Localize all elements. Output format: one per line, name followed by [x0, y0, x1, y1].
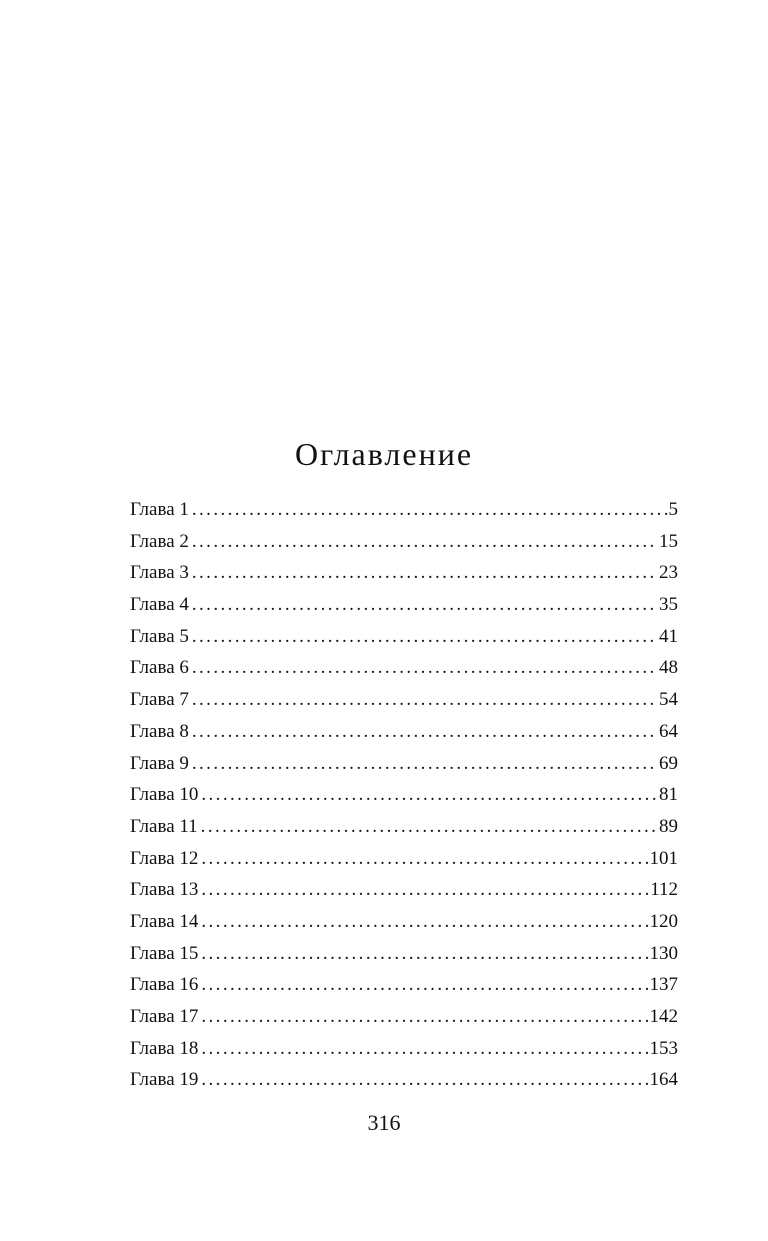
toc-entry-label: Глава 10: [130, 784, 199, 806]
toc-entry-label: Глава 11: [130, 815, 198, 837]
toc-entry[interactable]: [130, 684, 678, 716]
dot-leader: [192, 589, 658, 621]
toc-entry-page: 112: [650, 879, 678, 901]
toc-entry-page: 15: [659, 530, 678, 552]
toc-entry-page: 142: [649, 1006, 678, 1027]
toc-list: [130, 494, 678, 1096]
toc-entry-label: Глава 3: [130, 562, 189, 584]
toc-entry-label: Глава 15: [130, 942, 199, 964]
toc-title: Оглавление: [294, 436, 474, 472]
toc-entry-label: Глава 12: [130, 847, 199, 869]
toc-entry-page: 81: [659, 784, 678, 806]
dot-leader: [201, 874, 649, 906]
page-number: 316: [367, 1110, 401, 1135]
dot-leader: [201, 1033, 648, 1065]
toc-entry[interactable]: [130, 589, 678, 621]
dot-leader: [192, 684, 658, 716]
toc-entry[interactable]: [130, 557, 678, 589]
toc-entry-page: 130: [649, 942, 678, 964]
toc-entry-label: Глава 2: [130, 530, 189, 552]
toc-entry-label: Глава 6: [130, 657, 189, 679]
toc-entry[interactable]: [130, 811, 678, 843]
toc-entry[interactable]: [130, 621, 678, 653]
toc-entry-label: Глава 1: [130, 499, 189, 520]
toc-entry-label: Глава 4: [130, 594, 189, 616]
toc-entry-label: Глава 9: [130, 752, 189, 774]
toc-entry-label: Глава 16: [130, 974, 199, 996]
dot-leader: [192, 526, 658, 558]
toc-entry[interactable]: [130, 874, 678, 906]
toc-entry-label: Глава 8: [130, 720, 189, 742]
dot-leader: [201, 906, 648, 938]
toc-entry[interactable]: [130, 748, 678, 780]
dot-leader: [192, 621, 658, 653]
dot-leader: [201, 1001, 648, 1033]
toc-entry-page: 101: [649, 847, 678, 869]
dot-leader: [201, 938, 648, 970]
dot-leader: [201, 1064, 648, 1096]
toc-entry-label: Глава 18: [130, 1037, 199, 1059]
toc-entry-page: 5: [668, 499, 678, 520]
toc-entry[interactable]: [130, 1064, 678, 1096]
toc-entry-page: 48: [659, 657, 678, 679]
toc-entry-label: Глава 5: [130, 625, 189, 647]
toc-entry[interactable]: [130, 1033, 678, 1065]
dot-leader: [201, 779, 658, 811]
toc-entry[interactable]: [130, 969, 678, 1001]
toc-entry[interactable]: [130, 1001, 678, 1033]
dot-leader: [201, 811, 658, 843]
toc-entry-page: 137: [649, 974, 678, 996]
toc-entry-page: 120: [649, 910, 678, 932]
toc-entry[interactable]: [130, 843, 678, 875]
toc-entry[interactable]: [130, 779, 678, 811]
toc-entry-label: Глава 13: [130, 879, 199, 901]
toc-entry[interactable]: [130, 938, 678, 970]
toc-entry-label: Глава 14: [130, 910, 199, 932]
dot-leader: [192, 494, 668, 526]
dot-leader: [192, 716, 658, 748]
toc-entry-page: 41: [659, 625, 678, 647]
toc-entry-page: 54: [659, 689, 678, 711]
toc-entry-label: Глава 7: [130, 689, 189, 711]
toc-entry[interactable]: [130, 652, 678, 684]
toc-entry[interactable]: [130, 716, 678, 748]
toc-entry-page: 164: [649, 1069, 678, 1091]
dot-leader: [192, 557, 658, 589]
toc-entry-label: Глава 17: [130, 1006, 199, 1027]
toc-entry[interactable]: [130, 906, 678, 938]
toc-entry-page: 89: [659, 815, 678, 837]
dot-leader: [192, 652, 658, 684]
toc-entry-page: 153: [649, 1037, 678, 1059]
dot-leader: [192, 748, 658, 780]
toc-entry-label: Глава 19: [130, 1069, 199, 1091]
toc-entry[interactable]: [130, 494, 678, 526]
dot-leader: [201, 843, 648, 875]
toc-entry[interactable]: [130, 526, 678, 558]
dot-leader: [201, 969, 648, 1001]
toc-entry-page: 69: [659, 752, 678, 774]
toc-entry-page: 64: [659, 720, 678, 742]
toc-entry-page: 23: [659, 562, 678, 584]
toc-entry-page: 35: [659, 594, 678, 616]
